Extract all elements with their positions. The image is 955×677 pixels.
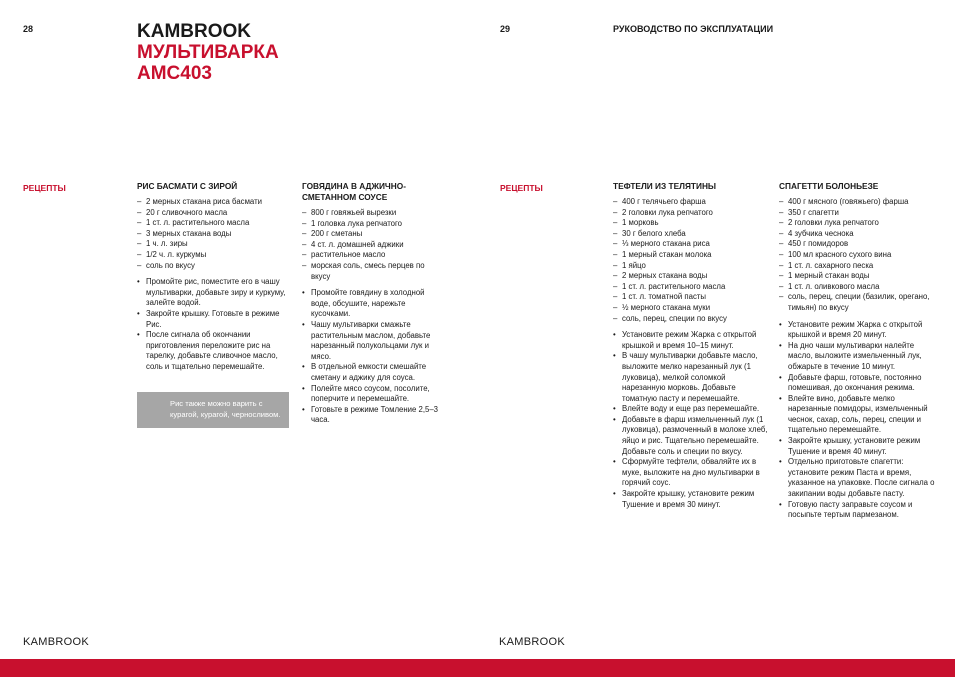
step-item: • Сформуйте тефтели, обваляйте их в муке, выложите на дно мультиварки в горячий соус. — [613, 457, 768, 489]
ingredient-item: – 800 г говяжьей вырезки — [302, 208, 442, 219]
ingredient-list — [779, 197, 937, 314]
step-item: • Чашу мультиварки смажьте растительным маслом, добавьте нарезанный полукольцами лук и мясо. — [302, 320, 442, 362]
product-name: МУЛЬТИВАРКА — [137, 42, 279, 63]
ingredient-item: – 30 г белого хлеба — [613, 229, 768, 240]
ingredient-item: – ½ мерного стакана муки — [613, 303, 768, 314]
step-item: • Отдельно приготовьте спагетти: установите режим Паста и время, указанное на упаковке. После сигнала о закипании воды добавьте пасту. — [779, 457, 937, 499]
ingredient-item: – 2 мерных стакана риса басмати — [137, 197, 292, 208]
ingredient-item: – 1 ч. л. зиры — [137, 239, 292, 250]
step-item: • Закройте крышку, установите режим Тушение и время 30 минут. — [613, 489, 768, 510]
step-item: • Готовую пасту заправьте соусом и посыпьте тертым пармезаном. — [779, 500, 937, 521]
step-item: • На дно чаши мультиварки налейте масло, выложите измельченный лук, обжарьте в течение 10 минут. — [779, 341, 937, 373]
ingredient-item: – 4 ст. л. домашней аджики — [302, 240, 442, 251]
ingredient-item: – 400 г мясного (говяжьего) фарша — [779, 197, 937, 208]
step-list — [613, 330, 768, 510]
ingredient-item: – 200 г сметаны — [302, 229, 442, 240]
ingredient-item: – 3 мерных стакана воды — [137, 229, 292, 240]
manual-header: РУКОВОДСТВО ПО ЭКСПЛУАТАЦИИ — [613, 24, 774, 34]
ingredient-item: – соль, перец, специи по вкусу — [613, 314, 768, 325]
recipe-spaghetti — [779, 181, 937, 521]
step-item: • Промойте говядину в холодной воде, обсушите, нарежьте кусочками. — [302, 288, 442, 320]
ingredient-list — [613, 197, 768, 324]
model-number: AMC403 — [137, 63, 212, 84]
step-item: • Добавьте в фарш измельченный лук (1 луковица), размоченный в молоке хлеб, яйцо и рис. Тщательно перемешайте. Добавьте соль и специи по вкусу. — [613, 415, 768, 457]
ingredient-item: – 450 г помидоров — [779, 239, 937, 250]
ingredient-item: – 1 ст. л. томатной пасты — [613, 292, 768, 303]
step-item: • Закройте крышку. Готовьте в режиме Рис. — [137, 309, 292, 330]
footer-brand-right: KAMBROOK — [499, 636, 565, 648]
step-item: • Полейте мясо соусом, посолите, поперчите и перемешайте. — [302, 384, 442, 405]
ingredient-item: – 2 головки лука репчатого — [779, 218, 937, 229]
ingredient-item: – 1 ст. л. оливкового масла — [779, 282, 937, 293]
step-item: • В чашу мультиварки добавьте масло, выложите мелко нарезанный лук (1 луковица), мелкой соломкой нарезанную морковь. Добавьте томатную пасту и перемешайте. — [613, 351, 768, 404]
step-list — [779, 320, 937, 521]
ingredient-item: – 1 морковь — [613, 218, 768, 229]
footer-brand-left: KAMBROOK — [23, 636, 89, 648]
step-item: • Влейте воду и еще раз перемешайте. — [613, 404, 768, 415]
recipe-title: СПАГЕТТИ БОЛОНЬЕЗЕ — [779, 181, 879, 191]
ingredient-item: – морская соль, смесь перцев по вкусу — [302, 261, 442, 282]
ingredient-item: – 4 зубчика чеснока — [779, 229, 937, 240]
ingredient-item: – 1 ст. л. сахарного песка — [779, 261, 937, 272]
footer-accent-bar — [0, 659, 955, 677]
step-item: • В отдельной емкости смешайте сметану и аджику для соуса. — [302, 362, 442, 383]
step-item: • Добавьте фарш, готовьте, постоянно помешивая, до окончания режима. — [779, 373, 937, 394]
step-item: • Закройте крышку, установите режим Тушение и время 40 минут. — [779, 436, 937, 457]
ingredient-item: – 1 мерный стакан молока — [613, 250, 768, 261]
ingredient-list — [302, 208, 442, 282]
page-number-left: 28 — [23, 24, 34, 34]
page-number-right: 29 — [500, 24, 511, 34]
ingredient-item: – растительное масло — [302, 250, 442, 261]
ingredient-item: – 400 г телячьего фарша — [613, 197, 768, 208]
ingredient-item: – 1 яйцо — [613, 261, 768, 272]
brand-name: KAMBROOK — [137, 21, 251, 42]
recipe-beef — [302, 181, 442, 426]
ingredient-item: – 1/2 ч. л. куркумы — [137, 250, 292, 261]
step-item: • Влейте вино, добавьте мелко нарезанные помидоры, измельченный чеснок, сахар, соль, перец, специи и тщательно перемешайте. — [779, 394, 937, 436]
ingredient-item: – 20 г сливочного масла — [137, 208, 292, 219]
recipe-title: ТЕФТЕЛИ ИЗ ТЕЛЯТИНЫ — [613, 181, 717, 191]
recipe-basmati — [137, 181, 292, 373]
step-item: • После сигнала об окончании приготовления переложите рис на тарелку, добавьте сливочное масло, соль и тщательно перемешайте. — [137, 330, 292, 372]
ingredient-item: – 350 г спагетти — [779, 208, 937, 219]
ingredient-item: – 1 ст. л. растительного масла — [613, 282, 768, 293]
section-label-right: РЕЦЕПТЫ — [500, 183, 543, 193]
step-item: • Промойте рис, поместите его в чашу мультиварки, добавьте зиру и куркуму, залейте водой. — [137, 277, 292, 309]
step-item: • Установите режим Жарка с открытой крышкой и время 20 минут. — [779, 320, 937, 341]
ingredient-item: – 2 головки лука репчатого — [613, 208, 768, 219]
ingredient-item: – 1 головка лука репчатого — [302, 219, 442, 230]
recipe-title: ГОВЯДИНА В АДЖИЧНО-СМЕТАННОМ СОУСЕ — [302, 181, 406, 202]
ingredient-item: – ⅓ мерного стакана риса — [613, 239, 768, 250]
recipe-title: РИС БАСМАТИ С ЗИРОЙ — [137, 181, 238, 191]
step-item: • Установите режим Жарка с открытой крышкой и время 10–15 минут. — [613, 330, 768, 351]
step-item: • Готовьте в режиме Томление 2,5–3 часа. — [302, 405, 442, 426]
recipe-meatballs — [613, 181, 768, 510]
section-label-left: РЕЦЕПТЫ — [23, 183, 66, 193]
ingredient-item: – соль, перец, специи (базилик, орегано, тимьян) по вкусу — [779, 292, 937, 313]
ingredient-list — [137, 197, 292, 271]
step-list — [302, 288, 442, 426]
ingredient-item: – 1 мерный стакан воды — [779, 271, 937, 282]
brand-title — [137, 21, 279, 84]
ingredient-item: – 100 мл красного сухого вина — [779, 250, 937, 261]
ingredient-item: – соль по вкусу — [137, 261, 292, 272]
ingredient-item: – 1 ст. л. растительного масла — [137, 218, 292, 229]
tip-note: Рис также можно варить с курагой, курагой, черносливом. — [137, 392, 289, 428]
ingredient-item: – 2 мерных стакана воды — [613, 271, 768, 282]
step-list — [137, 277, 292, 372]
